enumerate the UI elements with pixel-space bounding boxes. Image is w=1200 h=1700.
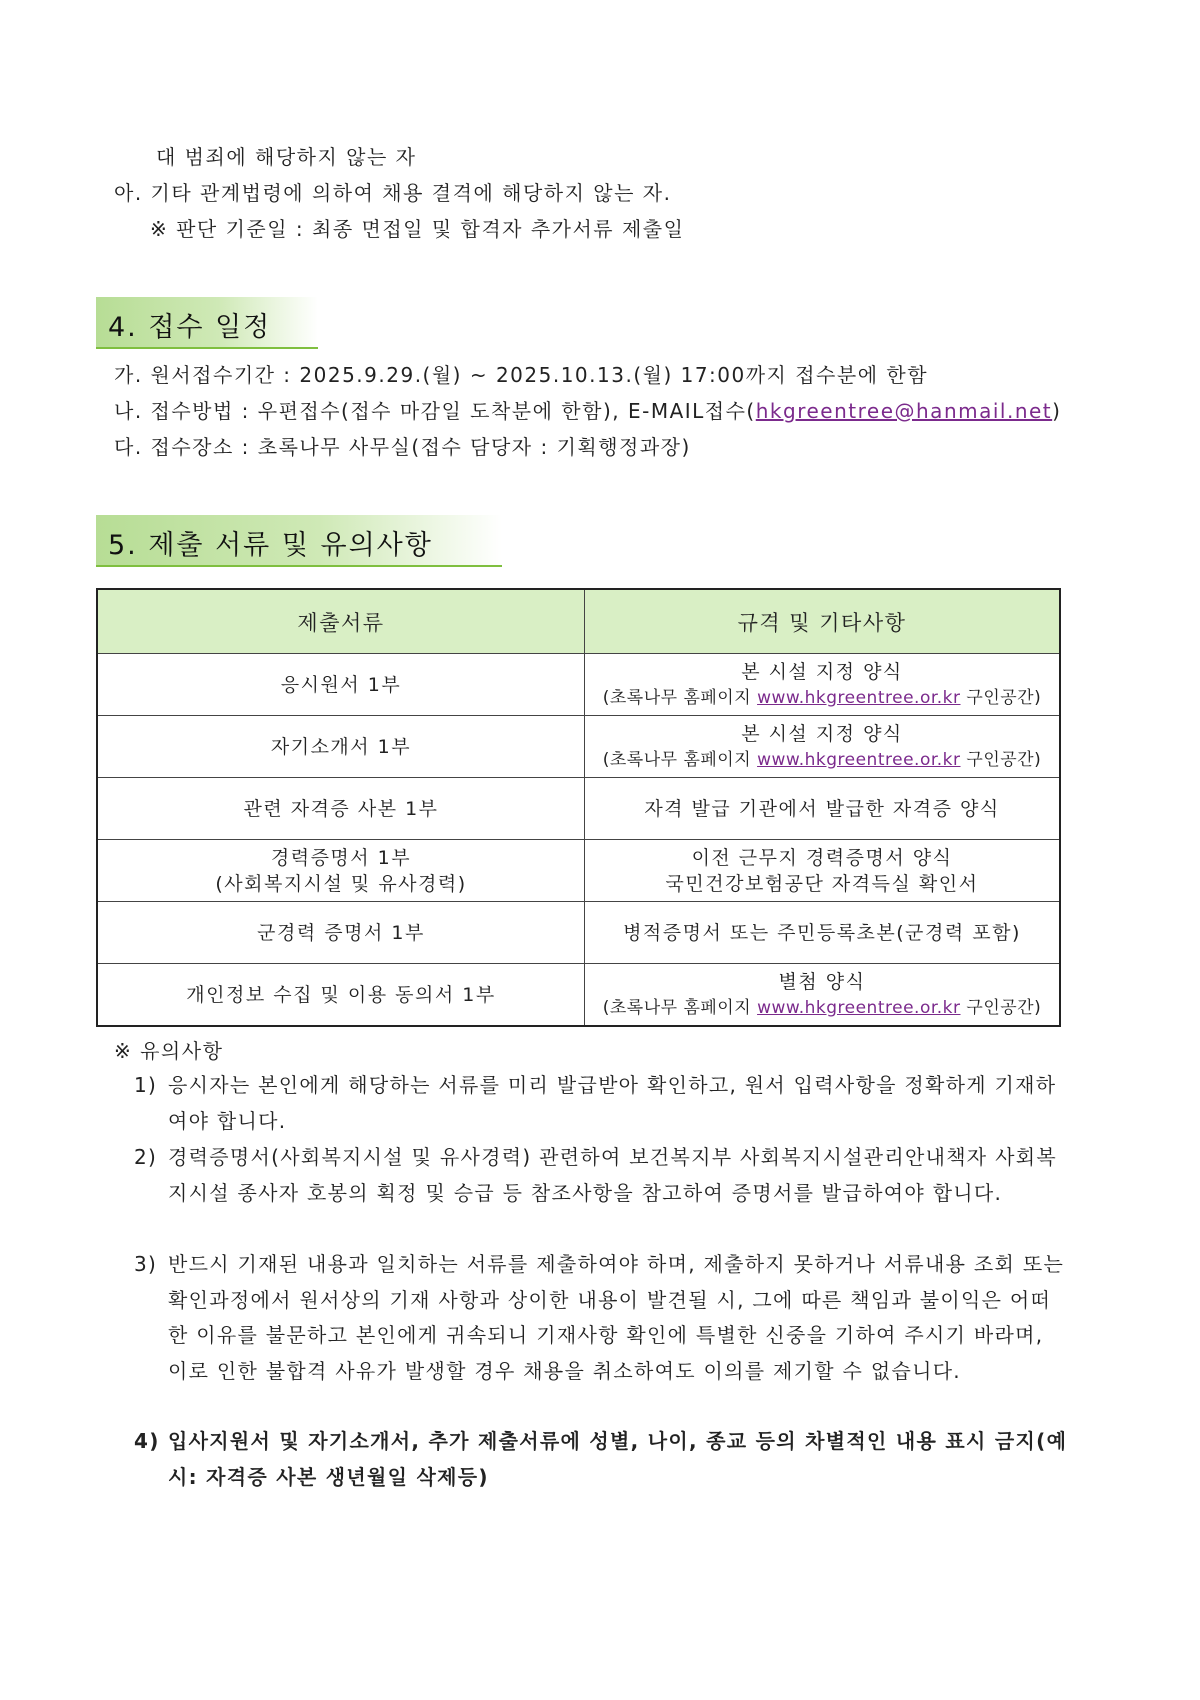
spec-cell	[585, 716, 1061, 778]
application-method-text: 나. 접수방법 : 우편접수(접수 마감일 도착분에 한함), E-MAIL접수(	[114, 399, 756, 423]
spec-suffix: 구인공간)	[960, 997, 1042, 1018]
doc-cell: 군경력 증명서 1부	[97, 902, 585, 964]
spec-homepage	[589, 747, 1055, 773]
note-number: 2)	[134, 1145, 158, 1169]
application-method-close: )	[1052, 399, 1062, 423]
spec-homepage	[589, 685, 1055, 711]
spec-suffix: 구인공간)	[960, 749, 1042, 770]
note-item-3	[134, 1247, 1070, 1389]
table-header-row	[97, 589, 1060, 654]
doc-line-2: (사회복지시설 및 유사경력)	[215, 872, 467, 895]
homepage-link[interactable]: www.hkgreentree.or.kr	[757, 997, 961, 1018]
intro-line-1: 대 범죄에 해당하지 않는 자	[156, 145, 417, 169]
doc-line-1: 경력증명서 1부	[270, 846, 412, 869]
table-row	[97, 964, 1060, 1027]
table-row	[97, 654, 1060, 716]
header-documents: 제출서류	[97, 589, 585, 654]
section-5-title: 5. 제출 서류 및 유의사항	[108, 530, 433, 561]
header-spec: 규격 및 기타사항	[585, 589, 1061, 654]
intro-line-2: 아. 기타 관계법령에 의하여 채용 결격에 해당하지 않는 자.	[114, 181, 672, 205]
application-place: 다. 접수장소 : 초록나무 사무실(접수 담당자 : 기획행정과장)	[114, 435, 691, 459]
doc-cell: 개인정보 수집 및 이용 동의서 1부	[97, 964, 585, 1027]
note-number: 4)	[134, 1429, 160, 1453]
spec-cell	[585, 654, 1061, 716]
homepage-link[interactable]: www.hkgreentree.or.kr	[757, 687, 961, 708]
spec-cell	[585, 964, 1061, 1027]
doc-cell	[97, 840, 585, 902]
spec-line-2: 국민건강보험공단 자격득실 확인서	[665, 872, 979, 895]
application-period: 가. 원서접수기간 : 2025.9.29.(월) ~ 2025.10.13.(월) 17:00까지 접수분에 한함	[114, 363, 929, 387]
spec-main: 본 시설 지정 양식	[741, 660, 903, 683]
note-number: 1)	[134, 1073, 158, 1097]
table-row	[97, 840, 1060, 902]
spec-homepage	[589, 995, 1055, 1021]
doc-cell: 관련 자격증 사본 1부	[97, 778, 585, 840]
note-text: 경력증명서(사회복지시설 및 유사경력) 관련하여 보건복지부 사회복지시설관리안내책자 사회복지시설 종사자 호봉의 획정 및 승급 등 참조사항을 참고하여 증명서를 발급하여야 합니다.	[168, 1145, 1057, 1205]
note-item-1	[134, 1068, 1070, 1139]
notes-title: ※ 유의사항	[114, 1039, 224, 1063]
email-link[interactable]: hkgreentree@hanmail.net	[755, 399, 1053, 423]
spec-suffix: 구인공간)	[960, 687, 1042, 708]
table-row	[97, 902, 1060, 964]
spec-line-1: 이전 근무지 경력증명서 양식	[691, 846, 953, 869]
table-row	[97, 778, 1060, 840]
note-text: 반드시 기재된 내용과 일치하는 서류를 제출하여야 하며, 제출하지 못하거나 서류내용 조회 또는 확인과정에서 원서상의 기재 사항과 상이한 내용이 발견될 시, 그에 따른 책임과 불이익은 어떠한 이유를 불문하고 본인에게 귀속되니 기재사항 확인에 특별한 신중을 기하여 주시기 바라며, 이로 인한 불합격 사유가 발생할 경우 채용을 취소하여도 이의를 제기할 수 없습니다.	[168, 1252, 1065, 1383]
homepage-link[interactable]: www.hkgreentree.or.kr	[757, 749, 961, 770]
note-item-4	[134, 1424, 1070, 1495]
judgment-date-note: ※ 판단 기준일 : 최종 면접일 및 합격자 추가서류 제출일	[150, 217, 685, 241]
documents-table	[96, 588, 1061, 1027]
doc-cell: 자기소개서 1부	[97, 716, 585, 778]
spec-cell	[585, 840, 1061, 902]
doc-cell: 응시원서 1부	[97, 654, 585, 716]
section-5-header	[96, 515, 502, 567]
spec-main: 본 시설 지정 양식	[741, 722, 903, 745]
spec-prefix: (초록나무 홈페이지	[602, 687, 758, 708]
spec-cell: 자격 발급 기관에서 발급한 자격증 양식	[585, 778, 1061, 840]
note-text: 응시자는 본인에게 해당하는 서류를 미리 발급받아 확인하고, 원서 입력사항을 정확하게 기재하여야 합니다.	[168, 1073, 1057, 1133]
application-method	[114, 397, 1061, 425]
section-4-header	[96, 297, 318, 349]
note-number: 3)	[134, 1252, 158, 1276]
spec-main: 별첨 양식	[778, 970, 866, 993]
spec-cell: 병적증명서 또는 주민등록초본(군경력 포함)	[585, 902, 1061, 964]
note-text: 입사지원서 및 자기소개서, 추가 제출서류에 성별, 나이, 종교 등의 차별적인 내용 표시 금지(예시: 자격증 사본 생년월일 삭제등)	[168, 1429, 1068, 1489]
spec-prefix: (초록나무 홈페이지	[602, 749, 758, 770]
section-4-title: 4. 접수 일정	[108, 312, 272, 343]
note-item-2	[134, 1140, 1070, 1211]
table-row	[97, 716, 1060, 778]
spec-prefix: (초록나무 홈페이지	[602, 997, 758, 1018]
